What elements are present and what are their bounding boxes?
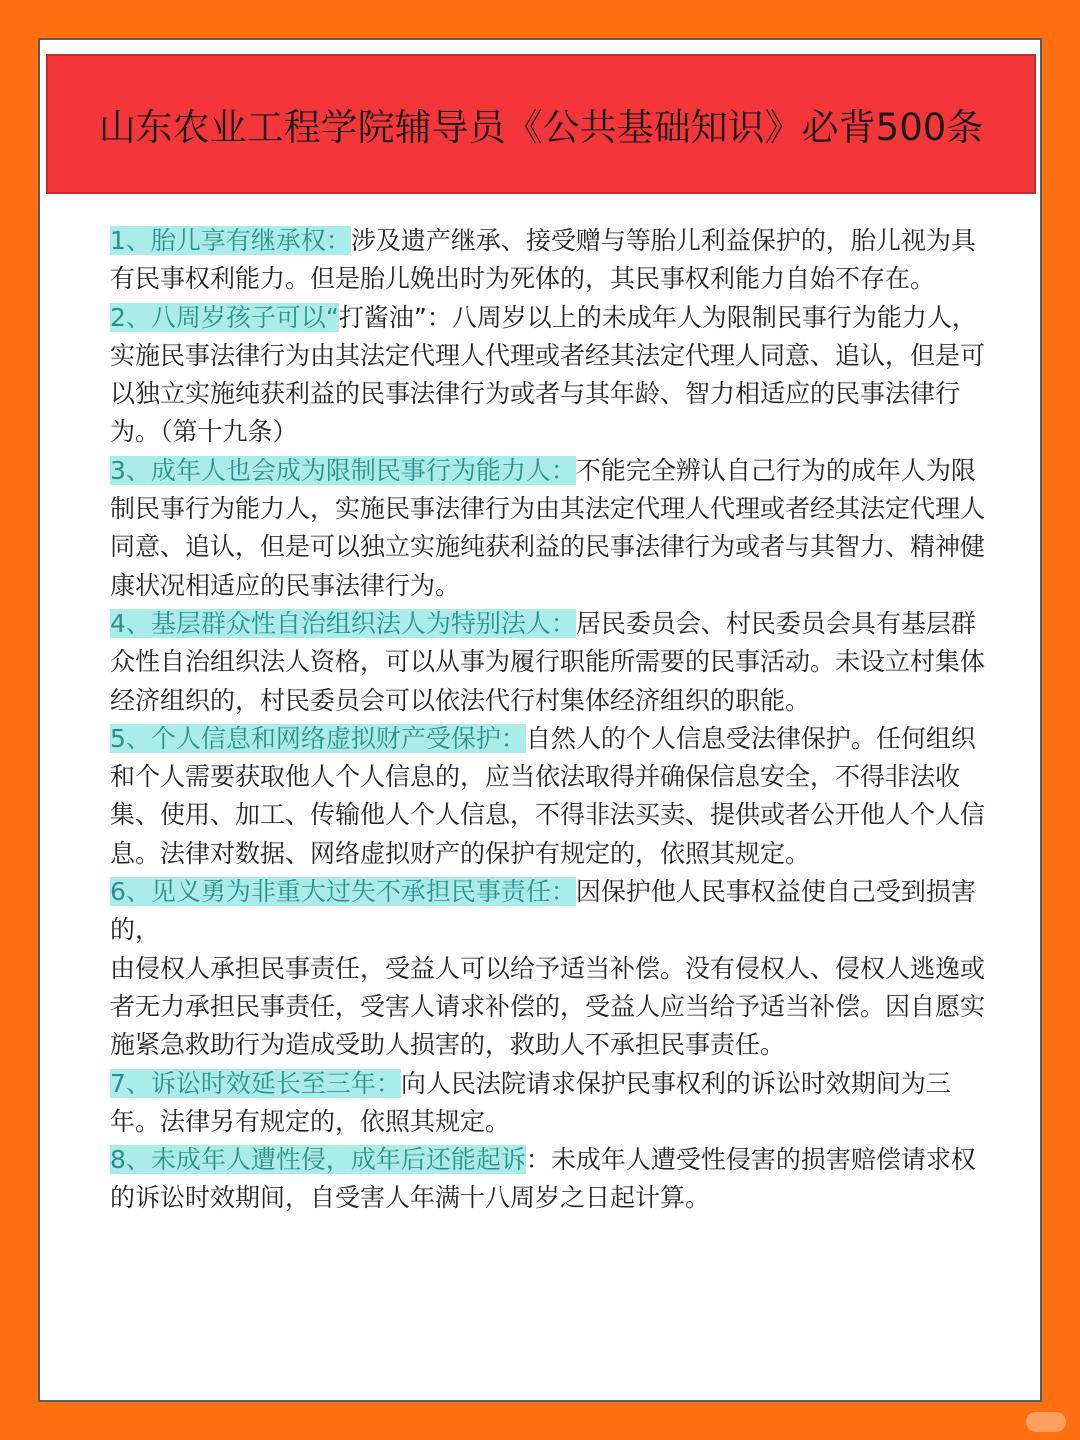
list-item [110,873,990,1064]
list-item [110,452,990,605]
item-heading: 3、成年人也会成为限制民事行为能力人： [110,455,576,485]
item-heading: 1、胎儿享有继承权： [110,226,351,255]
article-body [110,222,990,1218]
item-text: 因保护他人民事权益使自己受到损害的， [110,877,976,945]
list-item [110,299,990,452]
item-text: 涉及遗产继承、接受赠与等胎儿利益保护的，胎儿视为具有民事权利能力。但是胎儿娩出时为死体的，其民事权利能力自始不存在。 [110,226,976,294]
item-heading: 4、基层群众性自治组织法人为特别法人： [110,608,576,638]
item-text: 打酱油”：八周岁以上的未成年人为限制民事行为能力人，实施民事法律行为由其法定代理人代理或者经其法定代理人同意、追认，但是可以独立实施纯获利益的民事法律行为或者与其年龄、智力相适应的民事法律行为。（第十九条） [110,302,986,447]
item-text: 居民委员会、村民委员会具有基层群众性自治组织法人资格，可以从事为履行职能所需要的民事活动。未设立村集体经济组织的，村民委员会可以依法代行村集体经济组织的职能。 [110,608,986,715]
list-item [110,1141,990,1218]
item-heading: 6、见义勇为非重大过失不承担民事责任： [110,877,576,907]
list-item [110,605,990,720]
title-banner [46,54,1036,194]
item-heading: 2、八周岁孩子可以“ [110,302,339,332]
list-item [110,222,990,299]
item-heading: 8、未成年人遭性侵，成年后还能起诉 [110,1145,526,1175]
item-heading: 5、个人信息和网络虚拟财产受保护： [110,723,526,753]
list-item [110,720,990,873]
list-item [110,1065,990,1142]
item-text: ：未成年人遭受性侵害的损害赔偿请求权的诉讼时效期间，自受害人年满十八周岁之日起计算。 [110,1145,976,1213]
item-text-continued: 由侵权人承担民事责任，受益人可以给予适当补偿。没有侵权人、侵权人逃逸或者无力承担民事责任，受害人请求补偿的，受益人应当给予适当补偿。因自愿实施紧急救助行为造成受助人损害的，救助人不承担民事责任。 [110,953,986,1060]
watermark-badge [1026,1412,1066,1432]
item-text: 不能完全辨认自己行为的成年人为限制民事行为能力人，实施民事法律行为由其法定代理人代理或者经其法定代理人同意、追认，但是可以独立实施纯获利益的民事法律行为或者与其智力、精神健康状况相适应的民事法律行为。 [110,455,986,600]
page-title: 山东农业工程学院辅导员《公共基础知识》必背500条 [98,106,984,149]
item-heading: 7、诉讼时效延长至三年： [110,1068,401,1098]
content-card [38,38,1042,1402]
item-text: 自然人的个人信息受法律保护。任何组织和个人需要获取他人个人信息的，应当依法取得并确保信息安全，不得非法收集、使用、加工、传输他人个人信息，不得非法买卖、提供或者公开他人个人信息。法律对数据、网络虚拟财产的保护有规定的，依照其规定。 [110,723,986,868]
item-text: 向人民法院请求保护民事权利的诉讼时效期间为三年。法律另有规定的，依照其规定。 [110,1068,951,1136]
